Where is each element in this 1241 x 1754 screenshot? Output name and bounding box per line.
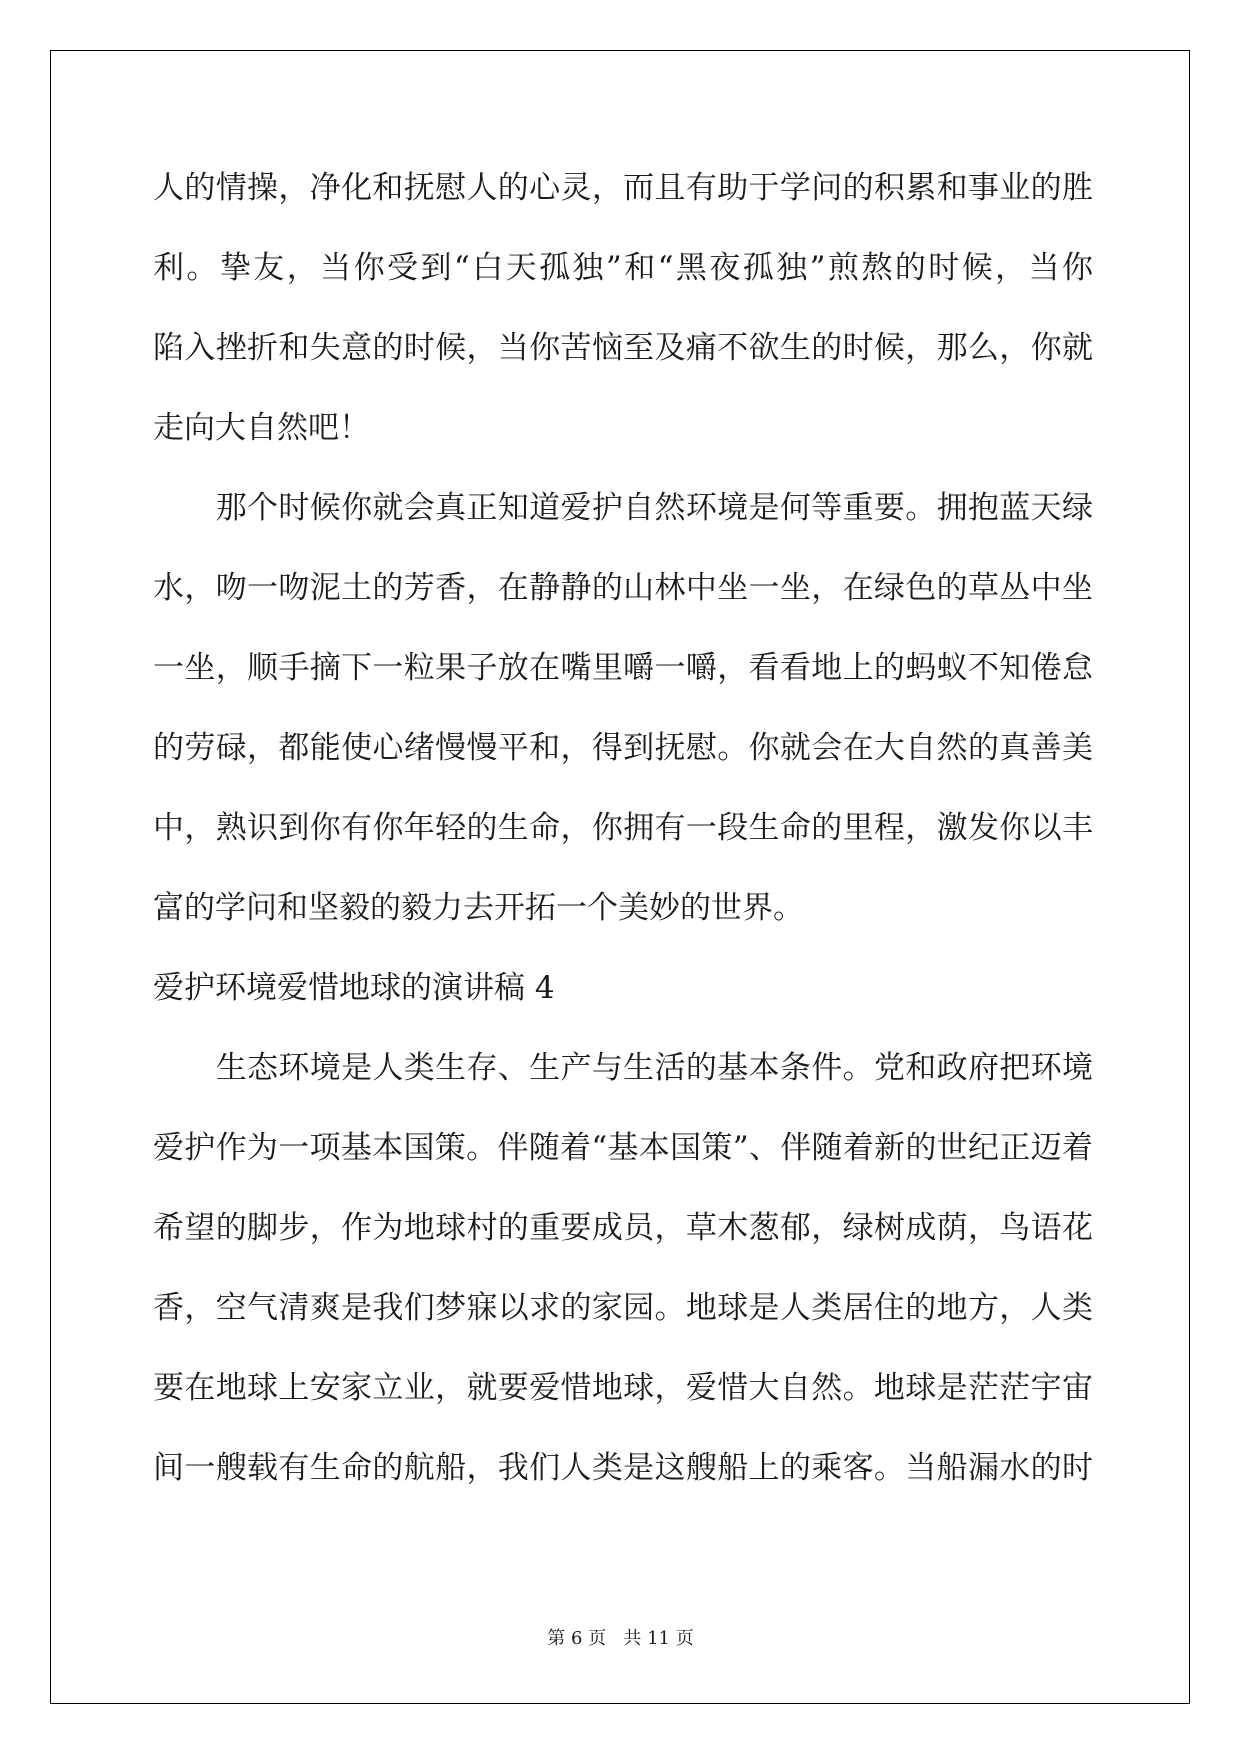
- text-line: 陷入挫折和失意的时候，当你苦恼至及痛不欲生的时候，那么，你就: [153, 330, 1093, 366]
- text-line: 要在地球上安家立业，就要爱惜地球，爱惜大自然。地球是茫茫宇宙: [153, 1370, 1093, 1406]
- text-line: 间一艘载有生命的航船，我们人类是这艘船上的乘客。当船漏水的时: [153, 1450, 1093, 1486]
- text-line: 富的学问和坚毅的毅力去开拓一个美妙的世界。: [153, 890, 804, 926]
- text-line: 希望的脚步，作为地球村的重要成员，草木葱郁，绿树成荫，鸟语花: [153, 1210, 1093, 1246]
- text-line: 爱护作为一项基本国策。伴随着“基本国策”、伴随着新的世纪正迈着: [153, 1130, 1093, 1166]
- text-line: 水，吻一吻泥土的芳香，在静静的山林中坐一坐，在绿色的草丛中坐: [153, 570, 1093, 606]
- text-line: 中，熟识到你有你年轻的生命，你拥有一段生命的里程，激发你以丰: [153, 810, 1093, 846]
- page-number-footer: 第 6 页 共 11 页: [547, 1628, 694, 1649]
- text-line: 的劳碌，都能使心绪慢慢平和，得到抚慰。你就会在大自然的真善美: [153, 730, 1093, 766]
- text-line: 一坐，顺手摘下一粒果子放在嘴里嚼一嚼，看看地上的蚂蚁不知倦怠: [153, 650, 1093, 686]
- text-line: 走向大自然吧！: [153, 410, 370, 446]
- text-line: 那个时候你就会真正知道爱护自然环境是何等重要。拥抱蓝天绿: [153, 490, 1093, 526]
- text-line: 人的情操，净化和抚慰人的心灵，而且有助于学问的积累和事业的胜: [153, 170, 1093, 206]
- text-line: 香，空气清爽是我们梦寐以求的家园。地球是人类居住的地方，人类: [153, 1290, 1093, 1326]
- text-line: 生态环境是人类生存、生产与生活的基本条件。党和政府把环境: [153, 1050, 1093, 1086]
- text-line: 利。挚友，当你受到“白天孤独”和“黑夜孤独”煎熬的时候，当你: [153, 250, 1093, 286]
- section-heading: 爱护环境爱惜地球的演讲稿 4: [153, 970, 555, 1006]
